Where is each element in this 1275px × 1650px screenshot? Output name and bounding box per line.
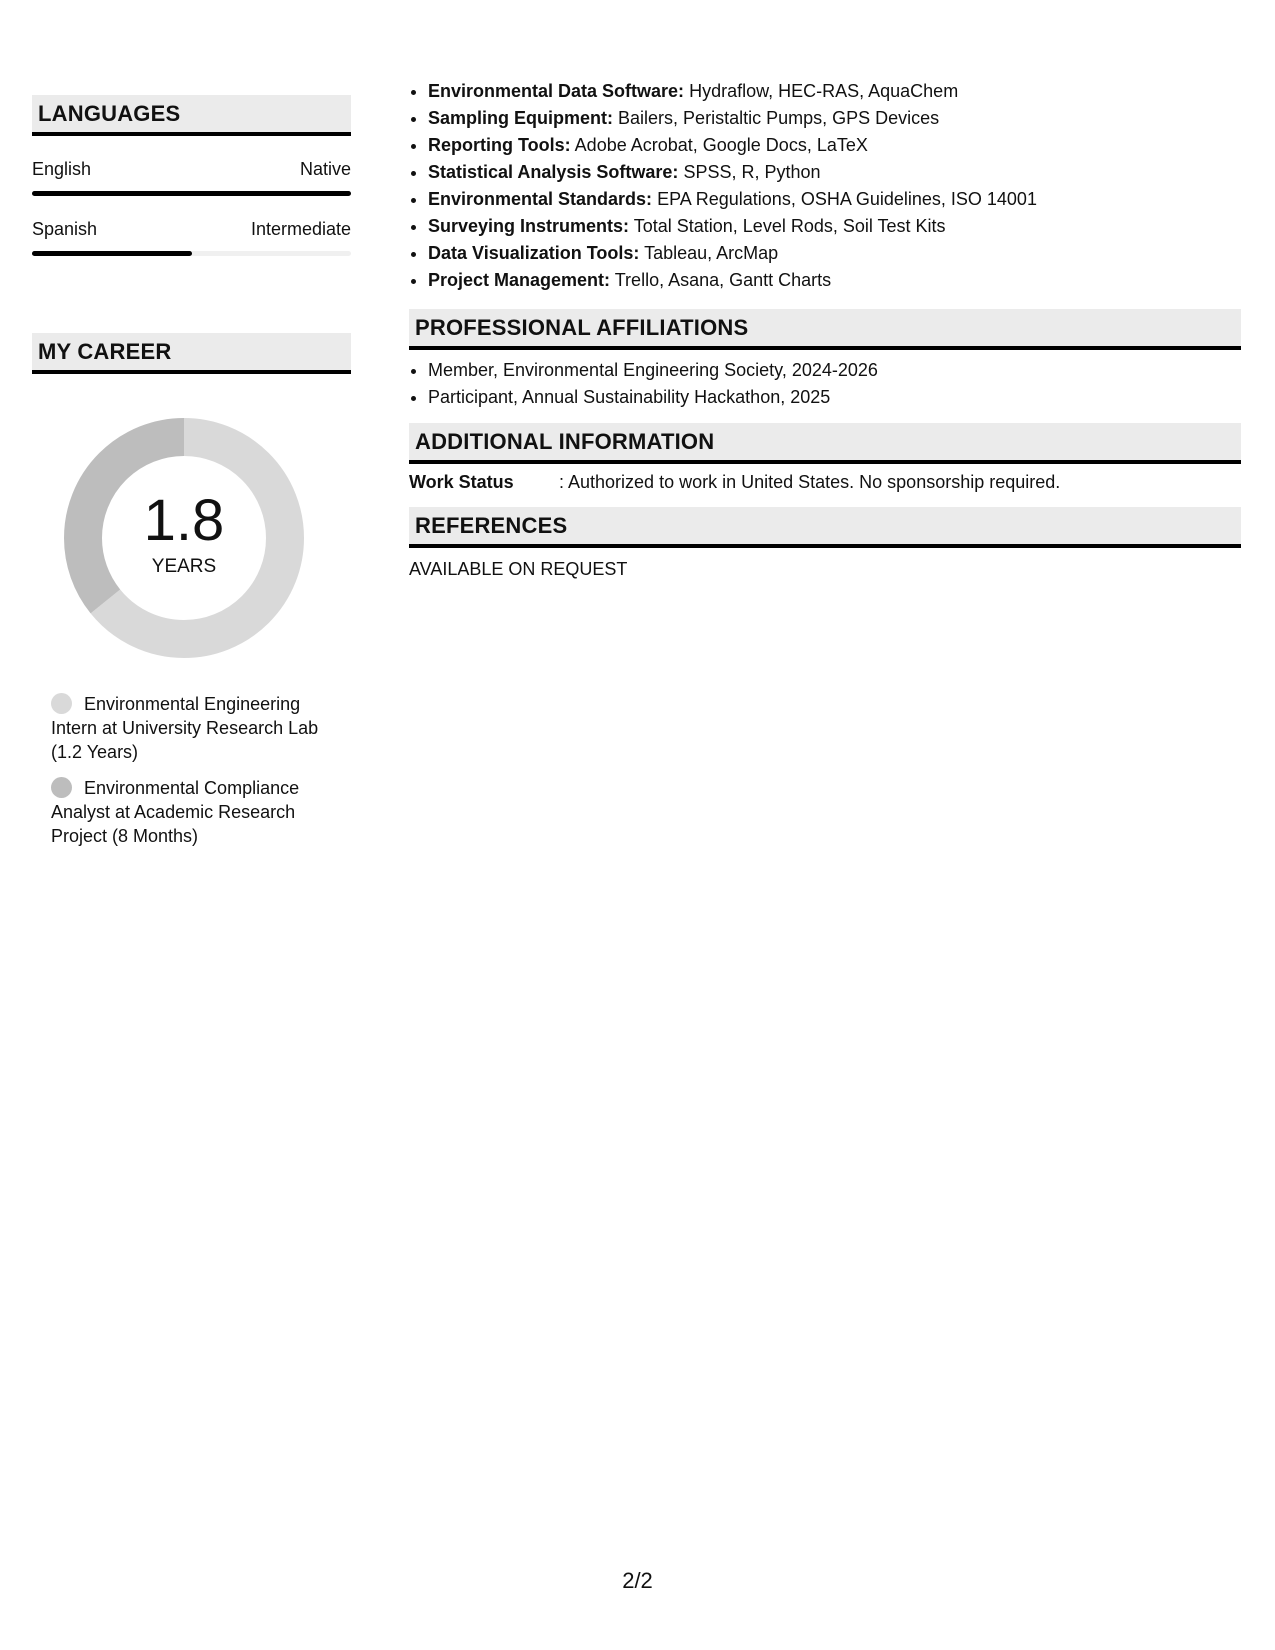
languages-header: LANGUAGES — [32, 95, 351, 136]
skill-item — [428, 186, 1241, 213]
career-total-value: 1.8 — [143, 488, 225, 553]
language-name: English — [32, 159, 92, 179]
language-proficiency-bar — [32, 251, 351, 256]
affiliation-item: • Member, Environmental Engineering Society, 2024-2026 — [428, 357, 1241, 384]
skill-label: Environmental Data Software: — [428, 81, 685, 101]
skill-item — [428, 213, 1241, 240]
references-header: REFERENCES — [409, 507, 1241, 548]
language-level: Native — [299, 159, 351, 179]
skill-value: Tableau, ArcMap — [644, 243, 779, 263]
career-total-unit: YEARS — [151, 556, 217, 577]
skill-label: Reporting Tools: — [428, 135, 571, 155]
work-status-label: Work Status — [409, 472, 514, 492]
career-donut-chart — [64, 418, 304, 658]
skill-label: Sampling Equipment: — [428, 108, 614, 128]
legend-item — [51, 692, 333, 764]
skill-label: Data Visualization Tools: — [428, 243, 640, 263]
legend-swatch — [51, 777, 72, 798]
references-text: AVAILABLE ON REQUEST — [409, 559, 628, 579]
skill-label: Surveying Instruments: — [428, 216, 630, 236]
affiliations-header: PROFESSIONAL AFFILIATIONS — [409, 309, 1241, 350]
skill-value: EPA Regulations, OSHA Guidelines, ISO 14001 — [657, 189, 1037, 209]
additional-info-header: ADDITIONAL INFORMATION — [409, 423, 1241, 464]
language-item — [32, 159, 351, 196]
legend-label: Environmental Compliance Analyst at Academic Research Project (8 Months) — [51, 778, 300, 846]
language-item — [32, 219, 351, 256]
legend-label: Environmental Engineering Intern at University Research Lab (1.2 Years) — [51, 694, 319, 762]
legend-item — [51, 776, 333, 848]
affiliations-section — [409, 309, 1241, 411]
affiliation-item: • Participant, Annual Sustainability Hackathon, 2025 — [428, 384, 1241, 411]
skill-item — [428, 132, 1241, 159]
skill-item — [428, 105, 1241, 132]
skill-value: Hydraflow, HEC-RAS, AquaChem — [689, 81, 959, 101]
additional-info-section — [409, 423, 1241, 493]
language-name: Spanish — [32, 219, 98, 239]
skill-label: Environmental Standards: — [428, 189, 653, 209]
skill-value: Trello, Asana, Gantt Charts — [614, 270, 832, 290]
work-status-value: : Authorized to work in United States. No sponsorship required. — [559, 472, 1061, 492]
skill-item — [428, 159, 1241, 186]
legend-swatch — [51, 693, 72, 714]
language-proficiency-bar — [32, 191, 351, 196]
page-number: 2/2 — [622, 1568, 653, 1593]
skill-value: SPSS, R, Python — [683, 162, 821, 182]
skill-value: Bailers, Peristaltic Pumps, GPS Devices — [618, 108, 940, 128]
skill-label: Project Management: — [428, 270, 611, 290]
skill-value: Total Station, Level Rods, Soil Test Kits — [633, 216, 946, 236]
references-section — [409, 507, 1241, 580]
skill-item — [428, 267, 1241, 294]
language-proficiency-fill — [32, 251, 192, 256]
skill-item — [428, 240, 1241, 267]
left-column — [32, 95, 351, 860]
skill-value: Adobe Acrobat, Google Docs, LaTeX — [574, 135, 868, 155]
work-status-row — [409, 472, 1241, 493]
language-proficiency-fill — [32, 191, 351, 196]
career-legend — [51, 692, 333, 848]
right-column — [409, 78, 1241, 580]
skill-label: Statistical Analysis Software: — [428, 162, 679, 182]
affiliations-list — [409, 357, 1241, 411]
career-header: MY CAREER — [32, 333, 351, 374]
skills-list — [409, 78, 1241, 294]
skill-item — [428, 78, 1241, 105]
language-level: Intermediate — [250, 219, 351, 239]
